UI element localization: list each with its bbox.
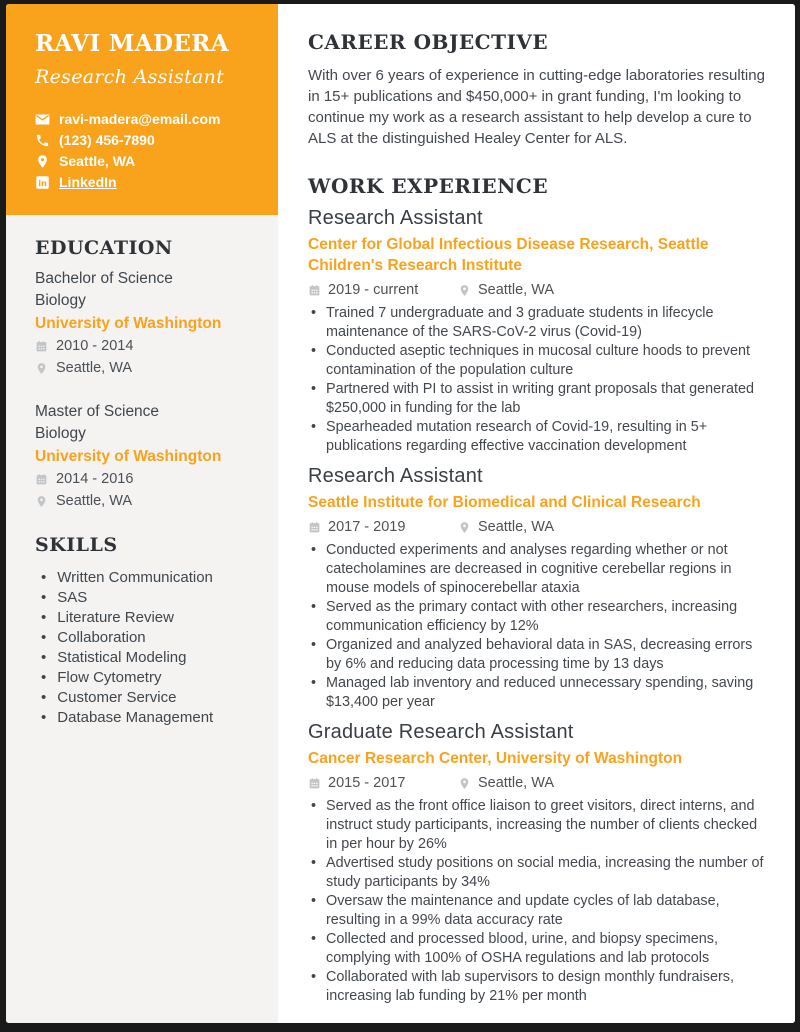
calendar-icon — [308, 521, 321, 534]
job-dates-text: 2015 - 2017 — [328, 775, 406, 791]
location-pin-icon — [35, 154, 50, 169]
location-pin-icon — [458, 284, 471, 297]
job-bullets — [308, 541, 769, 712]
work-experience-heading: WORK EXPERIENCE — [308, 174, 549, 198]
skill-item: • Flow Cytometry — [35, 668, 260, 688]
person-role: Research Assistant — [35, 66, 225, 88]
company-name: Cancer Research Center, University of Washington — [308, 750, 683, 767]
job-dates — [308, 282, 458, 298]
job-bullet: • Managed lab inventory and reduced unnecessary spending, saving $13,400 per year — [308, 674, 769, 712]
job-bullet: • Oversaw the maintenance and update cycles of lab database, resulting in a 99% data accuracy rate — [308, 892, 769, 930]
job-entry — [308, 465, 769, 712]
contact-email-text: ravi-madera@email.com — [59, 111, 221, 127]
job-bullets — [308, 304, 769, 456]
education-entry — [35, 401, 260, 512]
job-bullet: • Served as the primary contact with other researchers, increasing communication efficiency by 12% — [308, 598, 769, 636]
job-bullets — [308, 797, 769, 1006]
job-entry — [308, 207, 769, 456]
contact-email — [35, 109, 258, 130]
education-dates — [35, 335, 260, 357]
skill-item: • Statistical Modeling — [35, 648, 260, 668]
school-name: University of Washington — [35, 448, 222, 465]
location-pin-icon — [35, 362, 48, 375]
job-dates-text: 2017 - 2019 — [328, 519, 406, 535]
job-bullet: • Trained 7 undergraduate and 3 graduate students in lifecycle maintenance of the SARS-CoV-2 virus (Covid-19) — [308, 304, 769, 342]
job-bullet: • Conducted aseptic techniques in mucosal culture hoods to prevent contamination of the population culture — [308, 342, 769, 380]
skill-item: • SAS — [35, 588, 260, 608]
svg-text:in: in — [38, 177, 47, 188]
contact-location-text: Seattle, WA — [59, 153, 136, 169]
job-entry — [308, 721, 769, 1006]
calendar-icon — [35, 340, 48, 353]
linkedin-icon — [35, 175, 50, 190]
skills-section — [6, 534, 278, 728]
job-location-text: Seattle, WA — [478, 519, 555, 535]
job-title: Graduate Research Assistant — [308, 721, 574, 743]
company-name: Seattle Institute for Biomedical and Clinical Research — [308, 494, 701, 511]
calendar-icon — [308, 284, 321, 297]
job-title: Research Assistant — [308, 465, 483, 487]
job-meta — [308, 282, 769, 298]
job-bullet: • Served as the front office liaison to greet visitors, direct interns, and instruct study participants, increasing the number of clients checked in per hour by 26% — [308, 797, 769, 854]
job-dates-text: 2019 - current — [328, 282, 419, 298]
degree: Master of Science — [35, 403, 160, 420]
phone-icon — [35, 133, 50, 148]
degree: Bachelor of Science — [35, 270, 173, 287]
job-location — [458, 519, 554, 535]
job-dates — [308, 519, 458, 535]
career-objective-heading: CAREER OBJECTIVE — [308, 30, 549, 54]
education-entry — [35, 268, 260, 379]
school-name: University of Washington — [35, 315, 222, 332]
job-bullet: • Collected and processed blood, urine, and biopsy specimens, complying with 100% of OSHA regulations and lab protocols — [308, 930, 769, 968]
education-dates — [35, 468, 260, 490]
education-section — [6, 237, 278, 512]
job-bullet: • Organized and analyzed behavioral data in SAS, decreasing errors by 6% and reducing data processing time by 13 days — [308, 636, 769, 674]
job-meta — [308, 775, 769, 791]
skill-item: • Database Management — [35, 708, 260, 728]
contact-linkedin — [35, 172, 258, 193]
contact-location — [35, 151, 258, 172]
career-objective-text: With over 6 years of experience in cutting-edge laboratories resulting in 15+ publications and $450,000+ in grant funding, I'm looking to continue my work as a research assistant to help develop a cure to ALS at the distinguished Healey Center for ALS. — [308, 67, 765, 147]
job-title: Research Assistant — [308, 207, 483, 229]
job-location-text: Seattle, WA — [478, 282, 555, 298]
skill-item: • Collaboration — [35, 628, 260, 648]
company-name: Center for Global Infectious Disease Research, Seattle Children's Research Institute — [308, 236, 709, 274]
skill-item: • Literature Review — [35, 608, 260, 628]
contact-phone-text: (123) 456-7890 — [59, 132, 155, 148]
main-column — [278, 4, 795, 1023]
job-bullet: • Spearheaded mutation research of Covid-19, resulting in 5+ publications regarding effective vaccination development — [308, 418, 769, 456]
person-name: RAVI MADERA — [35, 30, 230, 57]
field-of-study: Biology — [35, 292, 86, 309]
job-bullet: • Collaborated with lab supervisors to design monthly fundraisers, increasing lab funding by 21% per month — [308, 968, 769, 1006]
skills-heading: SKILLS — [35, 534, 118, 556]
location-pin-icon — [458, 521, 471, 534]
job-location — [458, 282, 554, 298]
education-location-text: Seattle, WA — [56, 360, 133, 376]
header-block — [6, 4, 278, 215]
calendar-icon — [308, 777, 321, 790]
field-of-study: Biology — [35, 425, 86, 442]
education-dates-text: 2010 - 2014 — [56, 338, 134, 354]
education-location-text: Seattle, WA — [56, 493, 133, 509]
skills-list — [35, 568, 260, 728]
job-bullet: • Advertised study positions on social media, increasing the number of study participants by 34% — [308, 854, 769, 892]
education-location — [35, 490, 260, 512]
location-pin-icon — [35, 495, 48, 508]
job-dates — [308, 775, 458, 791]
contact-phone — [35, 130, 258, 151]
email-icon — [35, 112, 50, 127]
job-location — [458, 775, 554, 791]
job-bullet: • Partnered with PI to assist in writing grant proposals that generated $250,000 in funding for the lab — [308, 380, 769, 418]
calendar-icon — [35, 473, 48, 486]
job-bullet: • Conducted experiments and analyses regarding whether or not catecholamines are decreased in cognitive cerebellar regions in mouse models of spinocerebellar ataxia — [308, 541, 769, 598]
skill-item: • Customer Service — [35, 688, 260, 708]
job-location-text: Seattle, WA — [478, 775, 555, 791]
education-location — [35, 357, 260, 379]
location-pin-icon — [458, 777, 471, 790]
skill-item: • Written Communication — [35, 568, 260, 588]
linkedin-link[interactable]: LinkedIn — [59, 174, 117, 190]
contact-list — [35, 109, 258, 193]
education-dates-text: 2014 - 2016 — [56, 471, 134, 487]
job-meta — [308, 519, 769, 535]
education-heading: EDUCATION — [35, 237, 173, 259]
sidebar — [6, 4, 278, 1023]
resume-page — [6, 4, 795, 1023]
